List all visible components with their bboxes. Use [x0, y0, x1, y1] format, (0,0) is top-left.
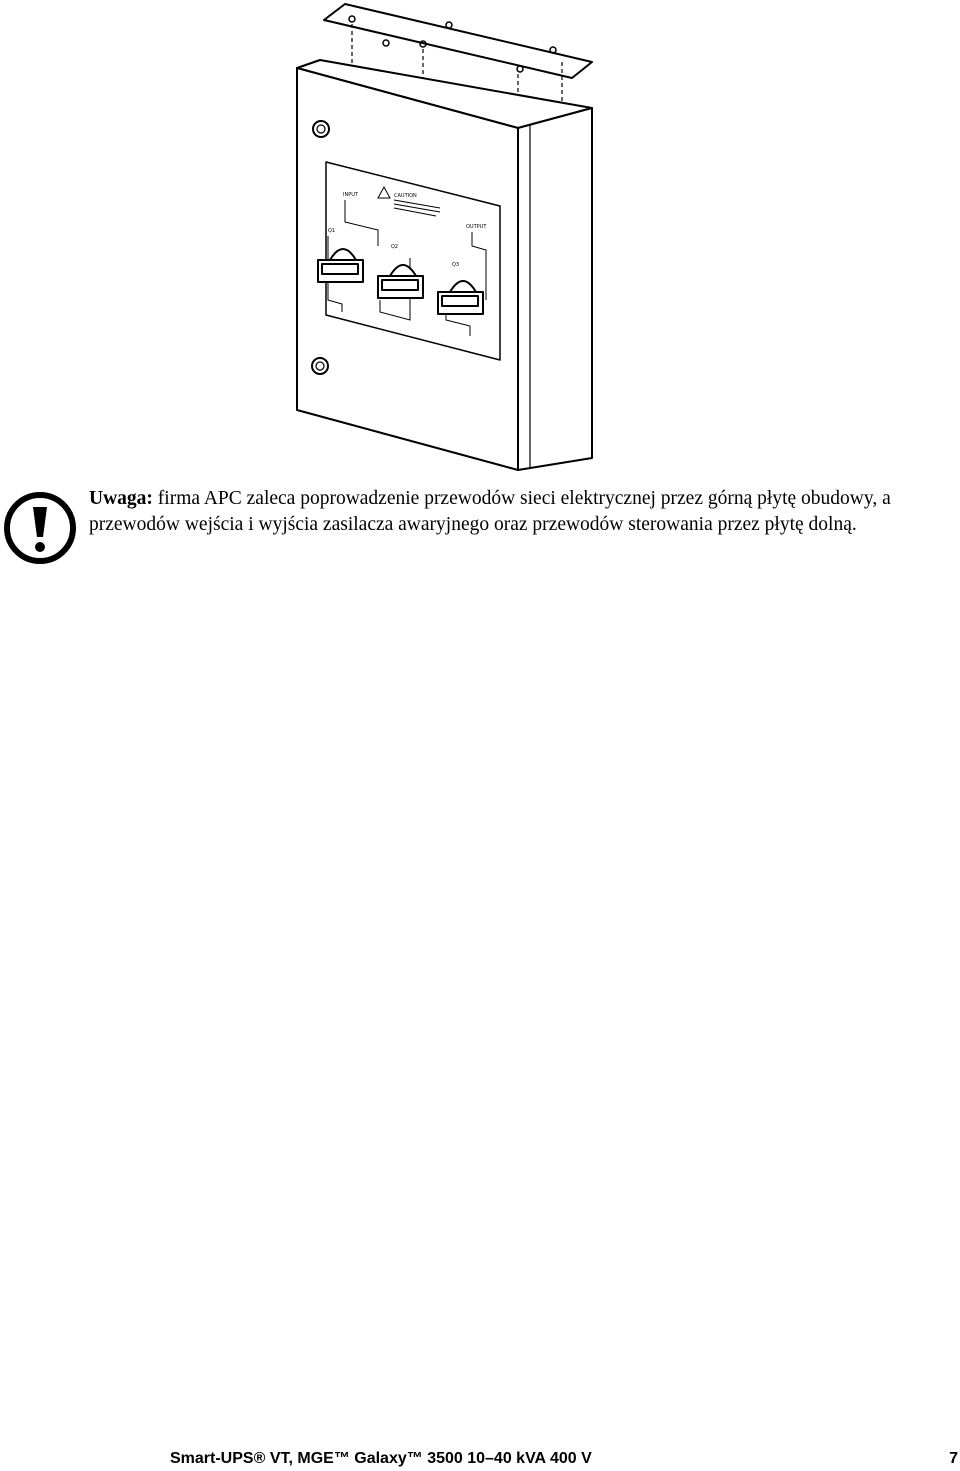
cabinet-illustration [290, 0, 610, 476]
panel-q2-label: Q2 [391, 244, 399, 250]
panel-q1-label: Q1 [328, 228, 336, 234]
panel-output-label: OUTPUT [466, 224, 487, 230]
note-paragraph [89, 486, 954, 538]
panel-input-label: INPUT [343, 192, 358, 198]
note-body: firma APC zaleca poprowadzenie przewodów sieci elektrycznej przez górną płytę obudowy, a przewodów wejścia i wyjścia zasilacza awaryjnego oraz przewodów sterowania przez płytę dolną. [89, 488, 891, 535]
panel-q3-label: Q3 [452, 262, 460, 268]
page-footer [0, 1448, 960, 1470]
page-number: 7 [949, 1450, 958, 1467]
footer-title: Smart-UPS® VT, MGE™ Galaxy™ 3500 10–40 kVA 400 V [170, 1450, 592, 1467]
note-label: Uwaga: [89, 488, 153, 509]
panel-caution-label: CAUTION [394, 193, 417, 199]
exclamation-circle-icon [2, 490, 78, 566]
